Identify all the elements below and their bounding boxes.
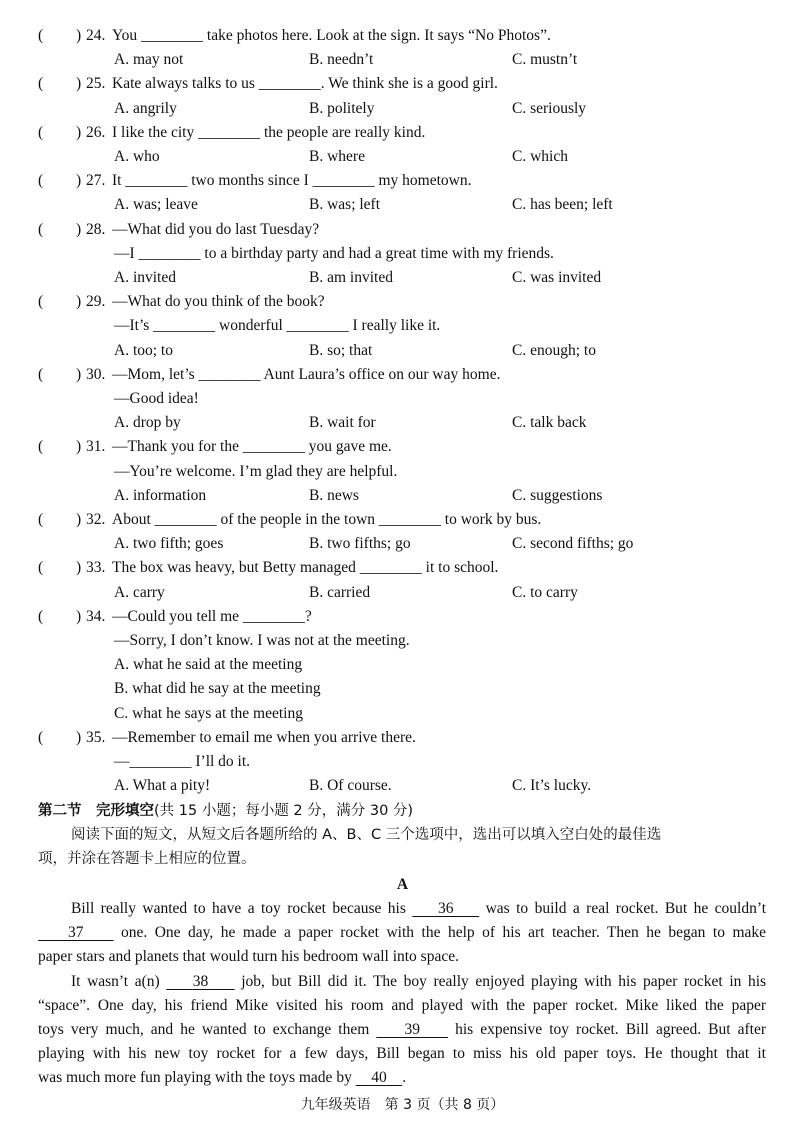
question-number: 33. bbox=[86, 559, 106, 577]
passage-text: playing with his new toy rocket for a few days, Bill began to miss his old paper toys. He thought that it bbox=[38, 1045, 766, 1062]
question-text: You ________ take photos here. Look at the sign. It says “No Photos”. bbox=[112, 27, 551, 44]
answer-paren-left[interactable]: ( bbox=[38, 559, 44, 577]
question-number: 26. bbox=[86, 123, 106, 141]
blank-36-blank[interactable] bbox=[412, 900, 479, 917]
question-text: —Could you tell me ________? bbox=[112, 607, 312, 625]
dialogue-line: —________ I’ll do it. bbox=[114, 753, 251, 770]
option-c: C. enough; to bbox=[512, 341, 596, 359]
section-heading bbox=[38, 799, 413, 823]
option-b: B. two fifths; go bbox=[309, 535, 411, 553]
option-a: A. two fifth; goes bbox=[114, 535, 224, 553]
question-text: —Thank you for the ________ you gave me. bbox=[112, 438, 392, 456]
option-c: C. It’s lucky. bbox=[512, 777, 592, 795]
answer-paren-right: ) bbox=[76, 728, 82, 746]
question-text: —Mom, let’s ________ Aunt Laura’s office on our way home. bbox=[112, 365, 501, 383]
option-a: A. may not bbox=[114, 51, 184, 69]
question-number: 35. bbox=[86, 728, 106, 746]
answer-paren-right: ) bbox=[76, 607, 82, 625]
option-c: C. what he says at the meeting bbox=[114, 704, 303, 722]
blank-39: 39 bbox=[404, 1021, 420, 1038]
passage-line bbox=[38, 994, 766, 1018]
option-c: C. seriously bbox=[512, 99, 587, 117]
passage-text: “space”. One day, his friend Mike visited his room and played with the paper rocket. Mike liked the paper bbox=[38, 997, 766, 1014]
option-b: B. politely bbox=[309, 99, 375, 117]
question-number: 25. bbox=[86, 75, 106, 93]
question-number: 24. bbox=[86, 27, 106, 44]
option-c: C. which bbox=[512, 148, 568, 165]
question-number: 28. bbox=[86, 220, 106, 238]
question-number: 31. bbox=[86, 438, 106, 456]
answer-paren-right: ) bbox=[76, 365, 82, 383]
question-number: 34. bbox=[86, 607, 106, 625]
passage-text: toys very much, and he wanted to exchange them bbox=[38, 1021, 370, 1038]
option-b: B. so; that bbox=[309, 341, 373, 359]
option-b: B. Of course. bbox=[309, 777, 392, 795]
passage-text: was to build a real rocket. But he couldn’t bbox=[485, 900, 767, 917]
passage-title: A bbox=[396, 876, 409, 893]
option-c: C. second fifths; go bbox=[512, 535, 634, 553]
option-a: A. angrily bbox=[114, 99, 177, 117]
passage-text: It wasn’t a(n) bbox=[71, 973, 160, 990]
blank-40-blank[interactable] bbox=[356, 1069, 403, 1086]
dialogue-line: —Good idea! bbox=[114, 390, 199, 407]
answer-paren-left[interactable]: ( bbox=[38, 607, 44, 625]
blank-40: 40 bbox=[371, 1069, 387, 1086]
passage-text: Bill really wanted to have a toy rocket because his bbox=[71, 900, 406, 917]
question-text: —Remember to email me when you arrive there. bbox=[112, 728, 416, 746]
option-a: A. invited bbox=[114, 269, 176, 286]
blank-37: 37 bbox=[67, 924, 84, 941]
option-c: C. talk back bbox=[512, 414, 587, 432]
option-b: B. am invited bbox=[309, 269, 393, 286]
option-c: C. suggestions bbox=[512, 486, 603, 504]
passage-line bbox=[71, 897, 766, 921]
question-text: It ________ two months since I ________ my hometown. bbox=[112, 172, 472, 190]
answer-paren-left[interactable]: ( bbox=[38, 172, 44, 190]
option-b: B. needn’t bbox=[309, 51, 374, 69]
option-b: B. wait for bbox=[309, 414, 376, 432]
option-b: B. news bbox=[309, 486, 359, 504]
question-number: 30. bbox=[86, 365, 106, 383]
answer-paren-left[interactable]: ( bbox=[38, 365, 44, 383]
blank-36: 36 bbox=[438, 900, 454, 917]
passage-text: . bbox=[402, 1069, 407, 1086]
question-text: I like the city ________ the people are really kind. bbox=[112, 123, 426, 141]
passage-line bbox=[38, 945, 766, 969]
dialogue-line: —It’s ________ wonderful ________ I really like it. bbox=[114, 317, 441, 335]
answer-paren-left[interactable]: ( bbox=[38, 438, 44, 456]
option-a: A. too; to bbox=[114, 341, 173, 359]
option-c: C. has been; left bbox=[512, 196, 613, 214]
question-text: —What did you do last Tuesday? bbox=[112, 220, 320, 238]
passage-text: job, but Bill did it. The boy really enjoyed playing with his paper rocket in his bbox=[241, 973, 767, 990]
answer-paren-left[interactable]: ( bbox=[38, 27, 44, 44]
option-b: B. carried bbox=[309, 583, 371, 601]
option-a: A. information bbox=[114, 486, 207, 504]
dialogue-line: —You’re welcome. I’m glad they are helpful. bbox=[114, 462, 398, 480]
passage-line bbox=[38, 1018, 766, 1042]
option-a: A. what he said at the meeting bbox=[114, 656, 303, 674]
answer-paren-right: ) bbox=[76, 559, 82, 577]
option-b: B. where bbox=[309, 148, 365, 165]
blank-37-blank[interactable] bbox=[38, 924, 113, 941]
answer-paren-left[interactable]: ( bbox=[38, 511, 44, 528]
option-a: A. What a pity! bbox=[114, 777, 211, 795]
answer-paren-right: ) bbox=[76, 220, 82, 238]
passage-line bbox=[38, 1066, 766, 1090]
answer-paren-right: ) bbox=[76, 75, 82, 93]
blank-38: 38 bbox=[192, 973, 209, 990]
answer-paren-right: ) bbox=[76, 293, 82, 311]
question-text: The box was heavy, but Betty managed ________ it to school. bbox=[112, 559, 499, 577]
question-text: —What do you think of the book? bbox=[112, 293, 325, 311]
page-footer: 九年级英语 第 3 页（共 8 页） bbox=[300, 1097, 505, 1113]
answer-paren-left[interactable]: ( bbox=[38, 293, 44, 311]
question-number: 27. bbox=[86, 172, 106, 190]
passage-text: his expensive toy rocket. Bill agreed. But after bbox=[455, 1021, 766, 1038]
dialogue-line: —Sorry, I don’t know. I was not at the meeting. bbox=[114, 632, 410, 649]
answer-paren-left[interactable]: ( bbox=[38, 728, 44, 746]
passage-line bbox=[38, 1042, 766, 1066]
passage-text: one. One day, he made a paper rocket with the help of his art teacher. Then he began to make bbox=[120, 924, 767, 941]
option-c: C. was invited bbox=[512, 269, 602, 286]
answer-paren-left[interactable]: ( bbox=[38, 75, 44, 93]
dialogue-line: —I ________ to a birthday party and had a great time with my friends. bbox=[114, 244, 554, 262]
answer-paren-right: ) bbox=[76, 123, 82, 141]
answer-paren-left[interactable]: ( bbox=[38, 220, 44, 238]
question-text: Kate always talks to us ________. We think she is a good girl. bbox=[112, 75, 498, 93]
question-text: About ________ of the people in the town ________ to work by bus. bbox=[112, 511, 542, 528]
answer-paren-right: ) bbox=[76, 511, 82, 528]
passage-text: paper stars and planets that would turn his bedroom wall into space. bbox=[38, 948, 459, 965]
blank-39-blank[interactable] bbox=[376, 1021, 448, 1038]
question-number: 32. bbox=[86, 511, 106, 528]
blank-38-blank[interactable] bbox=[166, 973, 234, 990]
section-scoring: (共 15 小题；每小题 2 分，满分 30 分) bbox=[154, 803, 414, 819]
question-number: 29. bbox=[86, 293, 106, 311]
passage-line bbox=[38, 921, 766, 945]
passage-text: was much more fun playing with the toys made by bbox=[38, 1069, 352, 1086]
answer-paren-right: ) bbox=[76, 27, 82, 44]
option-a: A. who bbox=[114, 148, 160, 165]
answer-paren-right: ) bbox=[76, 172, 82, 190]
option-b: B. what did he say at the meeting bbox=[114, 680, 321, 698]
option-a: A. was; leave bbox=[114, 196, 198, 214]
instructions-line-1: 阅读下面的短文，从短文后各题所给的 A、B、C 三个选项中，选出可以填入空白处的最佳选 bbox=[71, 827, 662, 843]
option-a: A. drop by bbox=[114, 414, 181, 432]
option-c: C. to carry bbox=[512, 583, 578, 601]
section-title: 第二节 完形填空 bbox=[38, 803, 154, 819]
answer-paren-left[interactable]: ( bbox=[38, 123, 44, 141]
option-c: C. mustn’t bbox=[512, 51, 578, 69]
option-a: A. carry bbox=[114, 583, 165, 601]
instructions-line-2: 项，并涂在答题卡上相应的位置。 bbox=[38, 851, 256, 867]
passage-line bbox=[71, 970, 766, 994]
answer-paren-right: ) bbox=[76, 438, 82, 456]
option-b: B. was; left bbox=[309, 196, 381, 214]
